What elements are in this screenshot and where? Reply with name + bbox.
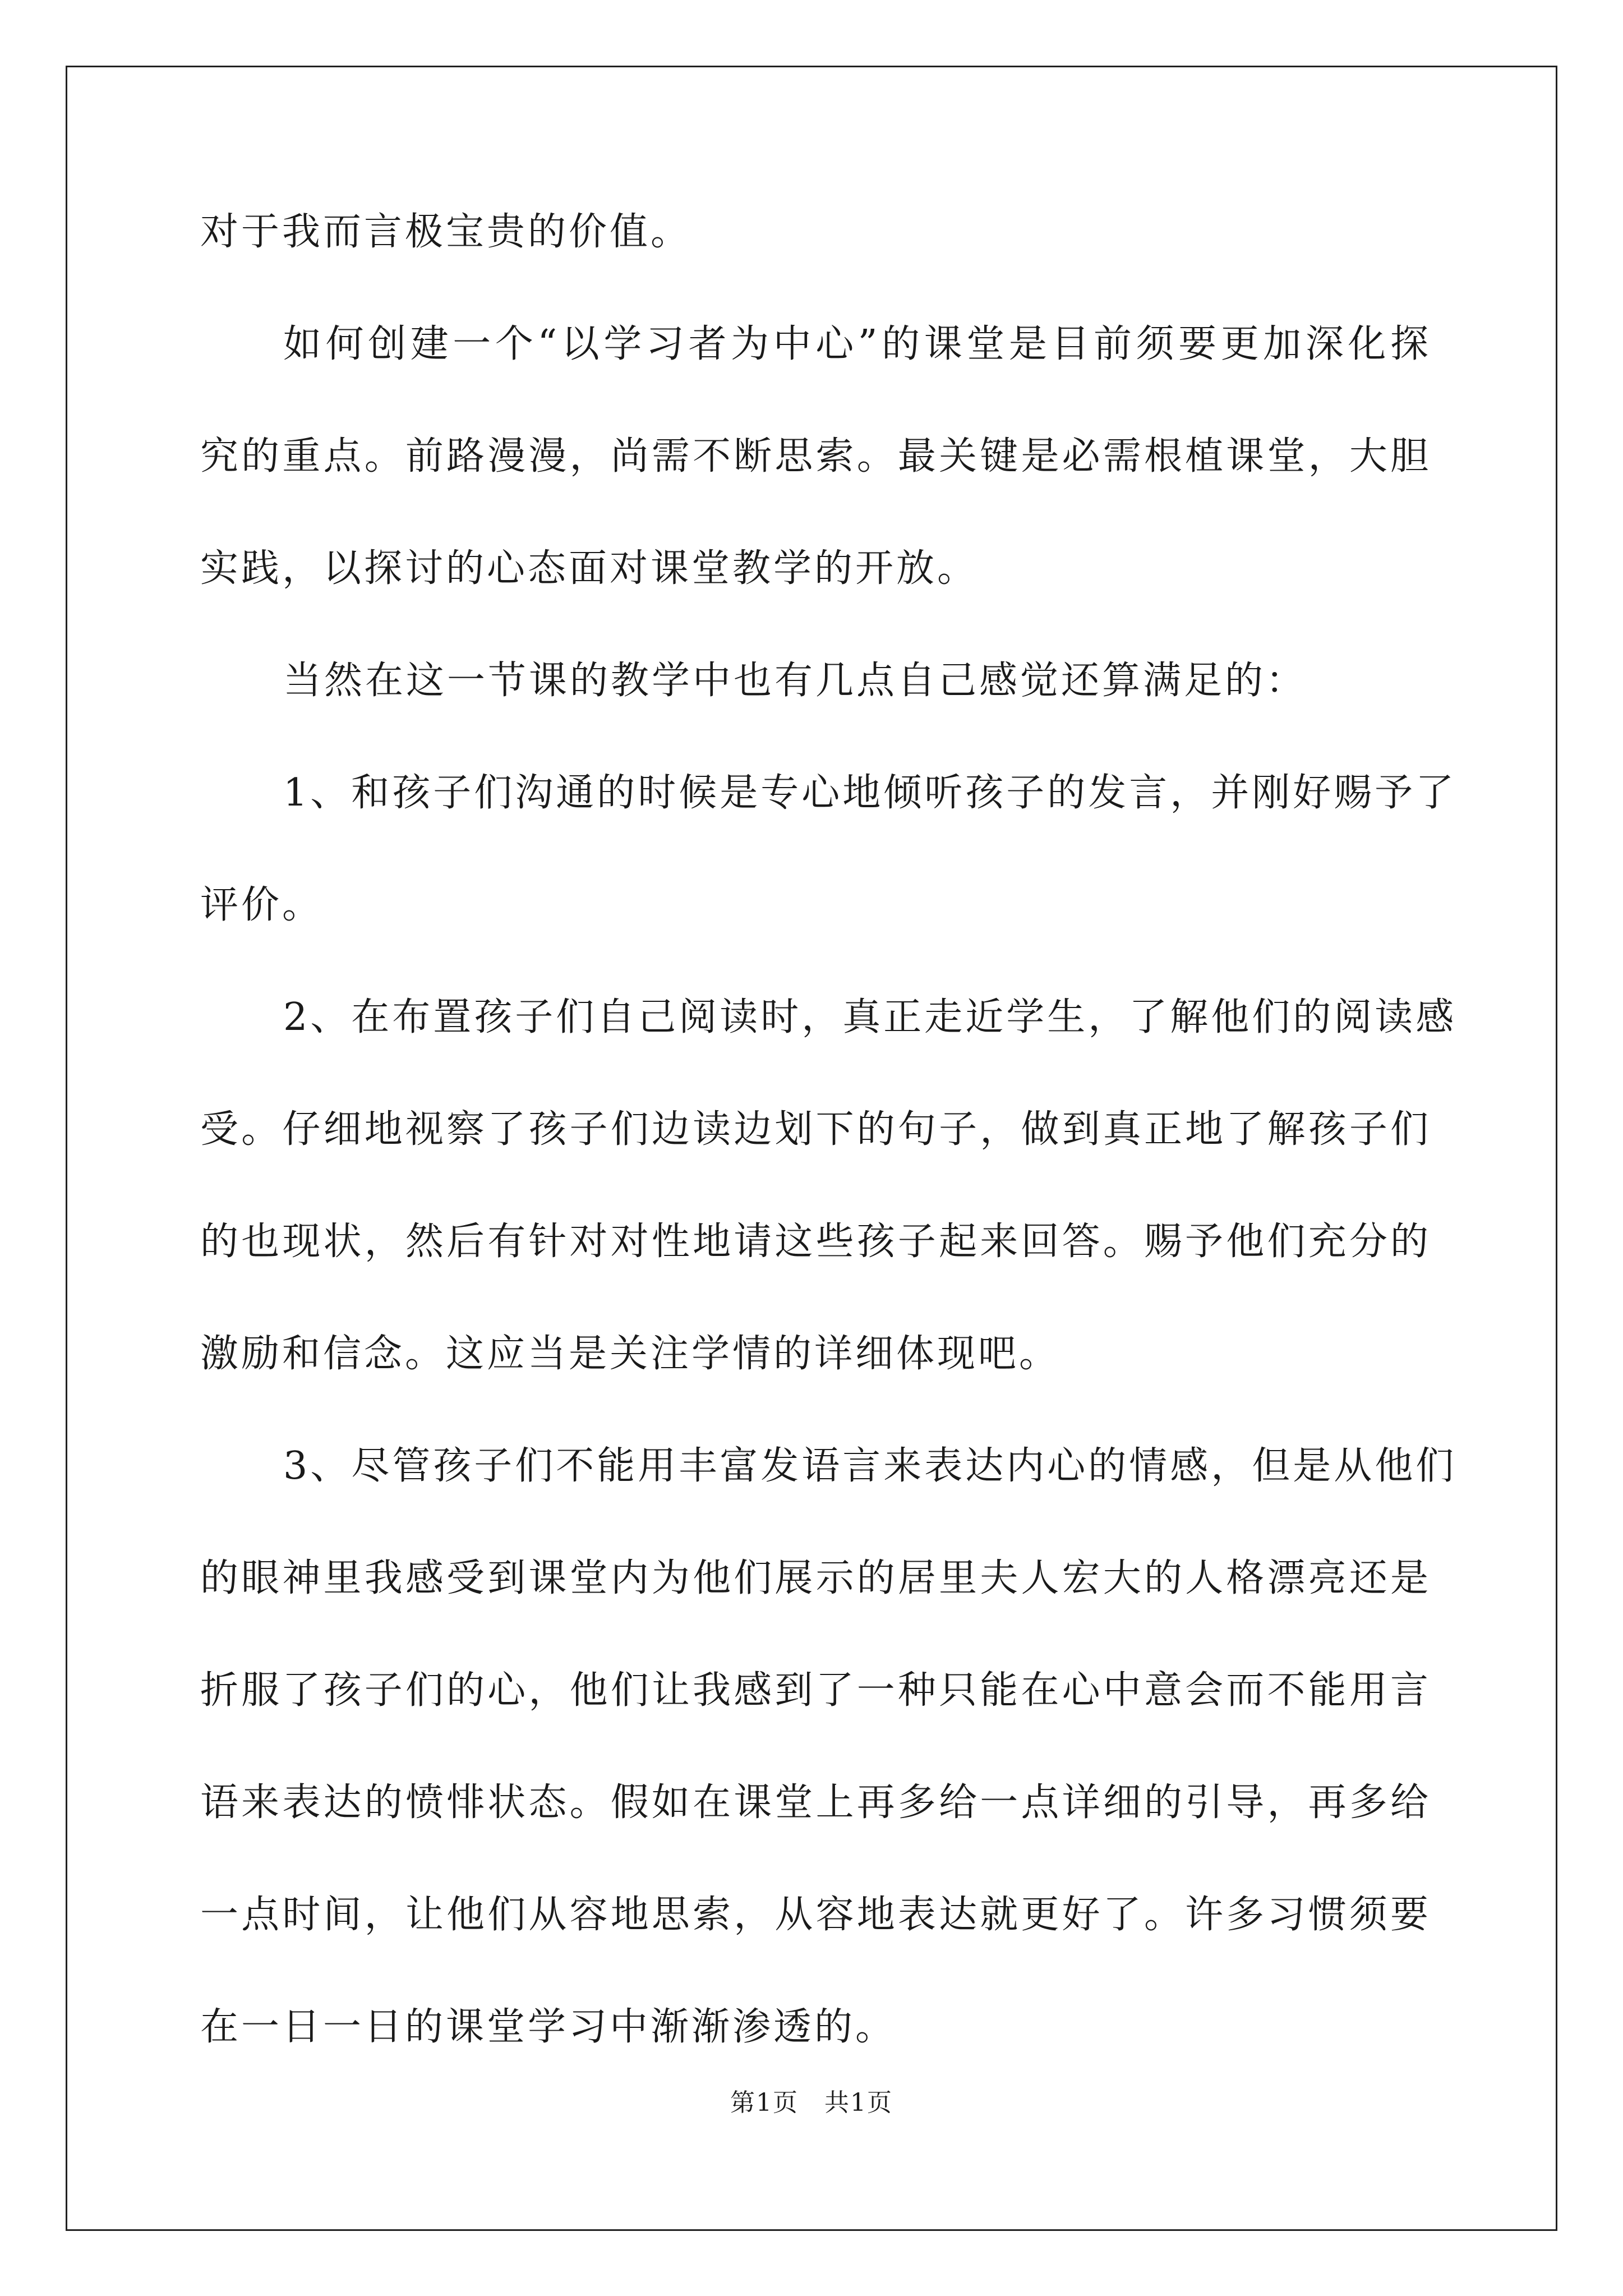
document-body [200, 210, 1457, 2120]
text-line: 当然在这一节课的教学中也有几点自己感觉还算满足的： [283, 659, 1307, 703]
text-line: 究的重点。前路漫漫，尚需不断思索。最关键是必需根植课堂，大胆 [200, 434, 1431, 478]
text-line: 对于我而言极宝贵的价值。 [200, 210, 692, 254]
text-line: 激励和信念。这应当是关注学情的详细体现吧。 [200, 1332, 1061, 1376]
text-line: 的眼神里我感受到课堂内为他们展示的居里夫人宏大的人格漂亮还是 [200, 1556, 1431, 1600]
text-line: 3、尽管孩子们不能用丰富发语言来表达内心的情感，但是从他们 [283, 1444, 1457, 1488]
text-line: 2、在布置孩子们自己阅读时，真正走近学生，了解他们的阅读感 [283, 995, 1457, 1039]
text-line: 语来表达的愤悱状态。假如在课堂上再多给一点详细的引导，再多给 [200, 1780, 1431, 1825]
text-line: 如何创建一个“以学习者为中心”的课堂是目前须要更加深化探 [283, 322, 1431, 366]
text-line: 实践，以探讨的心态面对课堂教学的开放。 [200, 546, 979, 591]
text-line: 在一日一日的课堂学习中渐渐渗透的。 [200, 2005, 897, 2049]
text-line: 评价。 [200, 883, 324, 927]
text-line: 一点时间，让他们从容地思索，从容地表达就更好了。许多习惯须要 [200, 1893, 1431, 1937]
text-line: 1、和孩子们沟通的时候是专心地倾听孩子的发言，并刚好赐予了 [283, 771, 1457, 815]
text-line: 受。仔细地视察了孩子们边读边划下的句子，做到真正地了解孩子们 [200, 1107, 1431, 1152]
text-line: 折服了孩子们的心，他们让我感到了一种只能在心中意会而不能用言 [200, 1668, 1431, 1713]
text-line: 的也现状，然后有针对对性地请这些孩子起来回答。赐予他们充分的 [200, 1220, 1431, 1264]
page-number-footer: 第1页 共1页 [730, 2088, 893, 2117]
